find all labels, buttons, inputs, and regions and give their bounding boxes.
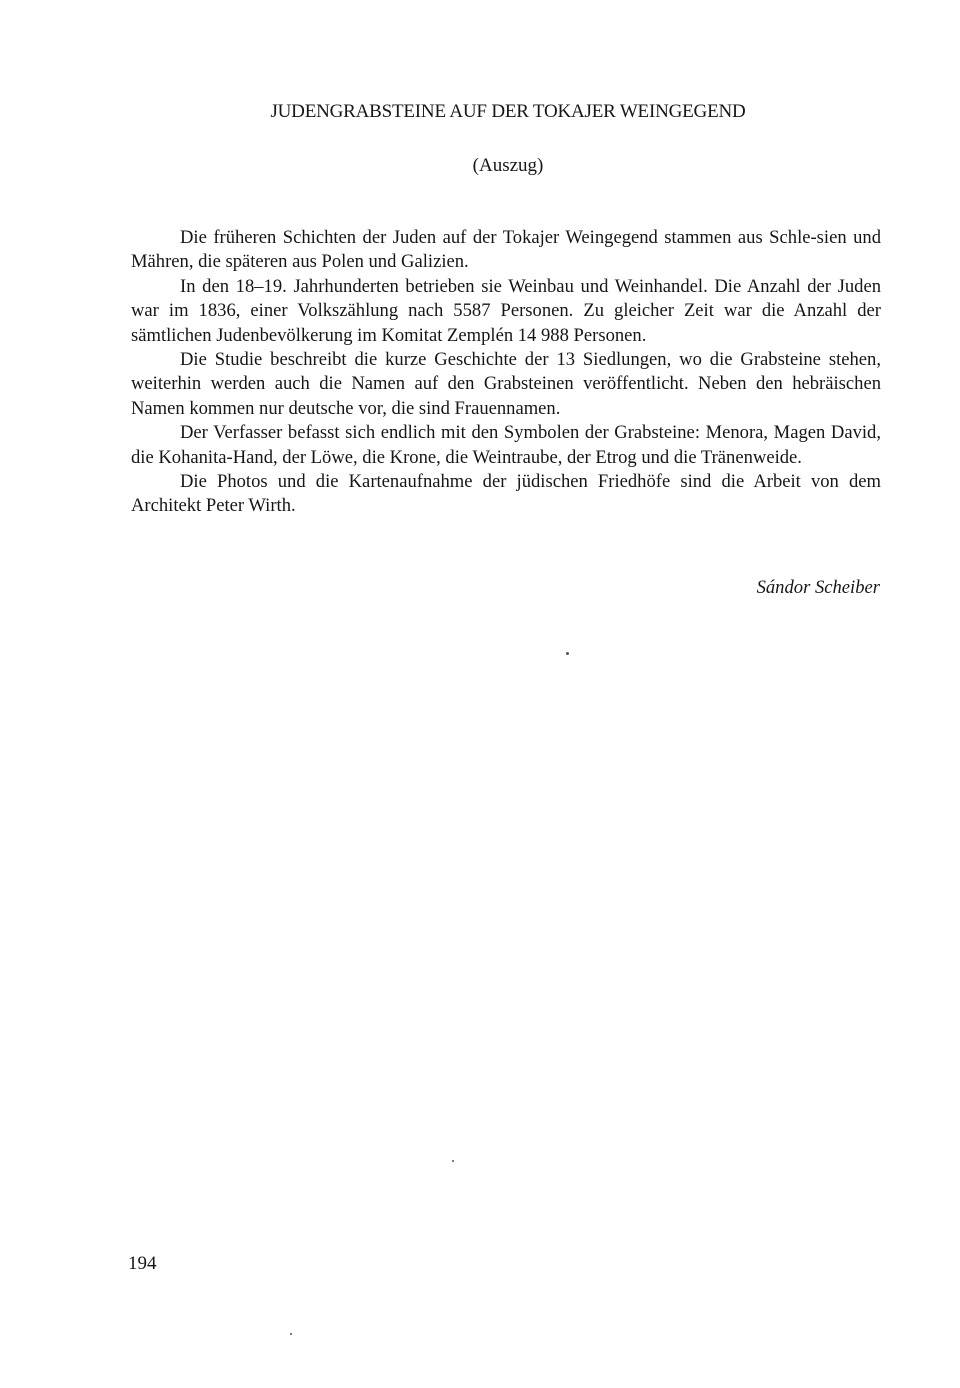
paragraph: Der Verfasser befasst sich endlich mit den Symbolen der Grabsteine: Menora, Magen David, die Kohanita-Hand, der Löwe, die Krone, die Weintraube, der Etrog und die Tränenweide. bbox=[131, 422, 881, 468]
body-text bbox=[131, 226, 881, 519]
paragraph: Die früheren Schichten der Juden auf der Tokajer Weingegend stammen aus Schle-sien und Mähren, die späteren aus Polen und Galizien. bbox=[131, 227, 881, 273]
paragraph: Die Studie beschreibt die kurze Geschichte der 13 Siedlungen, wo die Grabsteine stehen, weiterhin werden auch die Namen auf den Grabsteinen veröffentlicht. Neben den hebräischen Namen kommen nur deutsche vor, die sind Frauennamen. bbox=[131, 349, 881, 419]
scan-speck bbox=[452, 1160, 454, 1162]
document-title: JUDENGRABSTEINE AUF DER TOKAJER WEINGEGEND bbox=[270, 101, 746, 122]
page-number: 194 bbox=[128, 1253, 157, 1274]
scan-speck bbox=[566, 652, 569, 655]
scan-speck bbox=[290, 1333, 292, 1335]
paragraph: In den 18–19. Jahrhunderten betrieben sie Weinbau und Weinhandel. Die Anzahl der Juden war im 1836, einer Volkszählung nach 5587 Personen. Zu gleicher Zeit war die Anzahl der sämtlichen Judenbevölkerung im Komitat Zemplén 14 988 Personen. bbox=[131, 275, 881, 346]
paragraph: Die Photos und die Kartenaufnahme der jüdischen Friedhöfe sind die Arbeit von dem Architekt Peter Wirth. bbox=[131, 471, 881, 517]
author-signature: Sándor Scheiber bbox=[756, 577, 880, 598]
document-subtitle: (Auszug) bbox=[472, 155, 544, 176]
